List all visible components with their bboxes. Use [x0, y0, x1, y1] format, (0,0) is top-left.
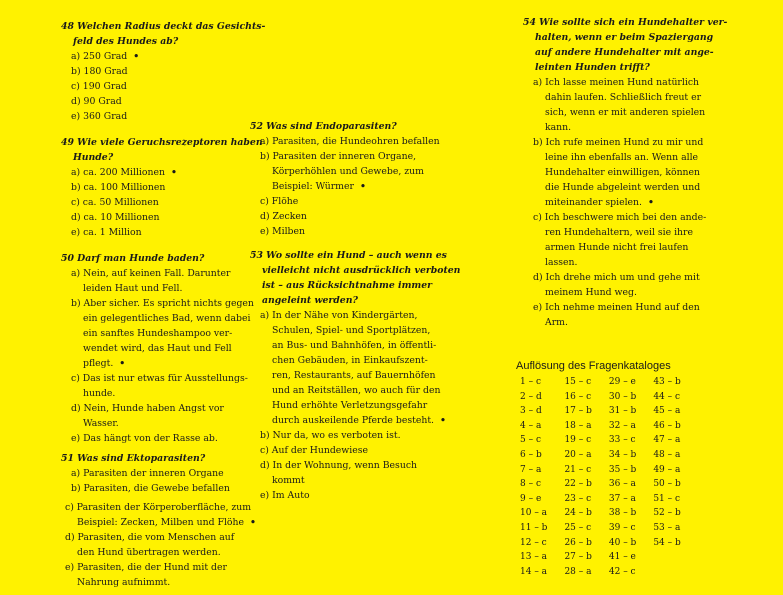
- table-cell: 4 – a: [520, 420, 542, 431]
- answer-option: d) ca. 10 Millionen: [71, 212, 160, 223]
- answer-option: e) Im Auto: [260, 490, 310, 501]
- question-title: ist – aus Rücksichtnahme immer: [262, 280, 433, 291]
- table-cell: 27 – b: [564, 552, 592, 563]
- table-cell: 12 – c: [520, 537, 547, 548]
- answer-option: b) Parasiten der inneren Organe,: [260, 151, 417, 162]
- question-title: 51 Was sind Ektoparasiten?: [61, 453, 206, 464]
- table-row: [516, 492, 694, 507]
- answer-option: e) Ich nehme meinen Hund auf den: [533, 302, 700, 313]
- table-cell: 49 – a: [653, 464, 681, 475]
- table-cell: 29 – e: [608, 377, 636, 387]
- question-title: 49 Wie viele Geruchsrezeptoren haben: [61, 137, 263, 148]
- table-row: [516, 433, 694, 448]
- table-cell: 39 – c: [608, 522, 636, 533]
- table-cell: 53 – a: [653, 522, 681, 533]
- answer-mark: •: [359, 181, 366, 192]
- table-cell: 6 – b: [520, 449, 542, 460]
- answer-mark: •: [250, 517, 256, 528]
- solutions-title: Auflösung des Fragenkataloges: [516, 360, 671, 372]
- answer-mark: •: [133, 51, 140, 62]
- table-cell: 34 – b: [608, 449, 637, 460]
- table-cell: [649, 565, 693, 580]
- answer-mark: •: [170, 167, 177, 178]
- answer-option: a) In der Nähe von Kindergärten,: [260, 310, 418, 321]
- question-title: leinten Hunden trifft?: [535, 62, 650, 73]
- answer-option: durch auskeilende Pferde besteht. •: [272, 415, 446, 426]
- table-cell: 48 – a: [653, 449, 681, 460]
- answer-option: c) 190 Grad: [71, 81, 127, 92]
- table-cell: 45 – a: [653, 406, 681, 417]
- table-cell: 38 – b: [608, 508, 637, 519]
- table-row: [516, 521, 694, 536]
- table-cell: [649, 550, 693, 565]
- table-cell: 30 – b: [608, 391, 637, 402]
- answer-option: c) Das ist nur etwas für Ausstellungs-: [71, 373, 248, 384]
- answer-option: Hundehalter einwilligen, können: [545, 167, 701, 178]
- question-51: [61, 451, 256, 590]
- question-title: feld des Hundes ab?: [73, 36, 179, 47]
- answer-option: Wasser.: [83, 418, 119, 429]
- answer-option: pflegt. •: [83, 358, 126, 369]
- answer-mark: •: [440, 415, 446, 426]
- table-cell: 8 – c: [520, 479, 541, 490]
- question-title: auf andere Hundehalter mit ange-: [535, 47, 714, 58]
- question-title: 54 Wie sollte sich ein Hundehalter ver-: [523, 17, 728, 28]
- answer-option: und an Reitställen, wo auch für den: [272, 385, 441, 396]
- table-cell: 23 – c: [564, 493, 592, 504]
- solutions-section: [516, 360, 694, 579]
- answer-option: a) Nein, auf keinen Fall. Darunter: [71, 268, 231, 279]
- answer-option: e) Milben: [260, 226, 305, 237]
- answer-option: an Bus- und Bahnhöfen, in öffentli-: [272, 340, 437, 351]
- answer-option: leine ihn ebenfalls an. Wenn alle: [545, 152, 699, 163]
- answer-option: c) Auf der Hundewiese: [260, 445, 368, 456]
- answer-mark: •: [648, 197, 654, 208]
- table-cell: 31 – b: [608, 406, 637, 417]
- table-cell: 43 – b: [653, 377, 681, 387]
- answer-option: b) Parasiten, die Gewebe befallen: [71, 483, 230, 494]
- answer-option: e) ca. 1 Million: [71, 227, 142, 238]
- answer-option: sich, wenn er mit anderen spielen: [545, 107, 706, 118]
- question-title: vielleicht nicht ausdrücklich verboten: [262, 265, 461, 276]
- table-cell: 44 – c: [653, 391, 681, 402]
- answer-option: a) 250 Grad •: [71, 51, 140, 62]
- answer-option: ren Hundehaltern, weil sie ihre: [545, 227, 693, 238]
- question-50: [61, 251, 254, 446]
- table-cell: 37 – a: [608, 493, 636, 504]
- table-row: [516, 419, 694, 434]
- table-cell: 42 – c: [608, 566, 636, 577]
- table-cell: 1 – c: [520, 377, 541, 387]
- answer-option: Beispiel: Würmer •: [272, 181, 366, 192]
- table-cell: 3 – d: [520, 406, 542, 417]
- table-row: [516, 390, 694, 405]
- table-cell: 19 – c: [564, 435, 592, 446]
- answer-option: Beispiel: Zecken, Milben und Flöhe •: [77, 517, 256, 528]
- answer-option: leiden Haut und Fell.: [83, 283, 183, 294]
- table-cell: 54 – b: [653, 537, 681, 548]
- table-cell: 9 – e: [520, 493, 542, 504]
- answer-option: b) Nur da, wo es verboten ist.: [260, 430, 401, 441]
- answer-option: a) Ich lasse meinen Hund natürlich: [533, 77, 700, 88]
- answer-option: lassen.: [545, 257, 578, 268]
- table-row: [516, 448, 694, 463]
- table-cell: 26 – b: [564, 537, 592, 548]
- answer-mark: •: [119, 358, 126, 369]
- table-cell: 51 – c: [653, 493, 681, 504]
- table-cell: 28 – a: [564, 566, 592, 577]
- answer-option: Körperhöhlen und Gewebe, zum: [272, 166, 424, 177]
- answer-option: Nahrung aufnimmt.: [77, 577, 171, 588]
- answer-option: miteinander spielen. •: [545, 197, 654, 208]
- question-title: halten, wenn er beim Spaziergang: [535, 32, 714, 43]
- answer-option: e) 360 Grad: [71, 111, 128, 122]
- answer-option: e) Parasiten, die der Hund mit der: [65, 562, 227, 573]
- answer-option: die Hunde abgeleint werden und: [545, 182, 701, 193]
- table-cell: 41 – e: [608, 552, 636, 563]
- question-49: [61, 135, 263, 240]
- answer-option: b) Ich rufe meinen Hund zu mir und: [533, 137, 704, 148]
- table-cell: 21 – c: [564, 464, 592, 475]
- table-cell: 5 – c: [520, 435, 541, 446]
- table-row: [516, 550, 694, 565]
- table-cell: 46 – b: [653, 420, 681, 431]
- answer-option: meinem Hund weg.: [545, 287, 637, 298]
- table-row: [516, 404, 694, 419]
- question-54: [523, 15, 727, 330]
- table-cell: 15 – c: [564, 377, 592, 387]
- table-cell: 7 – a: [520, 464, 542, 475]
- table-row: [516, 506, 694, 521]
- answer-option: d) Zecken: [260, 211, 307, 222]
- answer-option: a) ca. 200 Millionen •: [71, 167, 177, 178]
- answer-option: d) Ich drehe mich um und gehe mit: [533, 272, 700, 283]
- table-row: [516, 536, 694, 551]
- answer-option: kann.: [545, 122, 572, 133]
- answer-option: a) Parasiten, die Hundeohren befallen: [260, 136, 440, 147]
- table-cell: 18 – a: [564, 420, 592, 431]
- table-cell: 40 – b: [608, 537, 637, 548]
- answer-option: a) Parasiten der inneren Organe: [71, 468, 224, 479]
- table-cell: 22 – b: [564, 479, 592, 490]
- table-cell: 36 – a: [608, 479, 636, 490]
- answer-option: d) Nein, Hunde haben Angst vor: [71, 403, 224, 414]
- question-title: 50 Darf man Hunde baden?: [61, 253, 205, 264]
- question-52: [250, 119, 440, 239]
- table-cell: 13 – a: [520, 552, 548, 563]
- question-title: 52 Was sind Endoparasiten?: [250, 121, 397, 132]
- solutions-table: [516, 375, 694, 579]
- answer-option: chen Gebäuden, in Einkaufszent-: [272, 355, 428, 366]
- table-cell: 35 – b: [608, 464, 637, 475]
- answer-option: Hund erhöhte Verletzungsgefahr: [272, 400, 428, 411]
- table-row: [516, 565, 694, 580]
- table-cell: 50 – b: [653, 479, 681, 490]
- answer-option: d) 90 Grad: [71, 96, 122, 107]
- question-title: Hunde?: [73, 152, 114, 163]
- question-48: [61, 19, 265, 124]
- table-cell: 17 – b: [564, 406, 592, 417]
- answer-option: c) Ich beschwere mich bei den ande-: [533, 212, 707, 223]
- table-cell: 52 – b: [653, 508, 681, 519]
- table-row: [516, 375, 694, 390]
- answer-option: ein gelegentliches Bad, wenn dabei: [83, 313, 251, 324]
- table-row: [516, 477, 694, 492]
- answer-option: hunde.: [83, 388, 116, 399]
- table-cell: 10 – a: [520, 508, 548, 519]
- table-cell: 24 – b: [564, 508, 592, 519]
- answer-option: e) Das hängt von der Rasse ab.: [71, 433, 218, 444]
- answer-option: d) In der Wohnung, wenn Besuch: [260, 460, 418, 471]
- answer-option: c) Flöhe: [260, 196, 299, 207]
- question-title: 48 Welchen Radius deckt das Gesichts-: [61, 21, 266, 32]
- table-cell: 20 – a: [564, 449, 592, 460]
- answer-option: Arm.: [545, 317, 568, 328]
- table-cell: 16 – c: [564, 391, 592, 402]
- table-cell: 14 – a: [520, 566, 548, 577]
- table-row: [516, 463, 694, 478]
- answer-option: b) ca. 100 Millionen: [71, 182, 166, 193]
- table-cell: 32 – a: [608, 420, 636, 431]
- question-53: [250, 248, 460, 503]
- table-cell: 25 – c: [564, 522, 592, 533]
- answer-option: den Hund übertragen werden.: [77, 547, 221, 558]
- answer-option: wendet wird, das Haut und Fell: [83, 343, 232, 354]
- table-cell: 33 – c: [608, 435, 636, 446]
- answer-option: c) ca. 50 Millionen: [71, 197, 159, 208]
- table-cell: 2 – d: [520, 391, 542, 402]
- answer-option: kommt: [272, 475, 305, 486]
- table-cell: 47 – a: [653, 435, 681, 446]
- table-cell: 11 – b: [520, 522, 548, 533]
- answer-option: ein sanftes Hundeshampoo ver-: [83, 328, 233, 339]
- answer-option: b) Aber sicher. Es spricht nichts gegen: [71, 298, 254, 309]
- answer-option: dahin laufen. Schließlich freut er: [545, 92, 702, 103]
- answer-option: Schulen, Spiel- und Sportplätzen,: [272, 325, 431, 336]
- answer-option: ren, Restaurants, auf Bauernhöfen: [272, 370, 436, 381]
- answer-option: armen Hunde nicht frei laufen: [545, 242, 689, 253]
- question-title: angeleint werden?: [262, 295, 358, 306]
- answer-option: d) Parasiten, die vom Menschen auf: [65, 532, 235, 543]
- question-title: 53 Wo sollte ein Hund – auch wenn es: [250, 250, 447, 261]
- answer-option: c) Parasiten der Körperoberfläche, zum: [65, 502, 252, 513]
- answer-option: b) 180 Grad: [71, 66, 128, 77]
